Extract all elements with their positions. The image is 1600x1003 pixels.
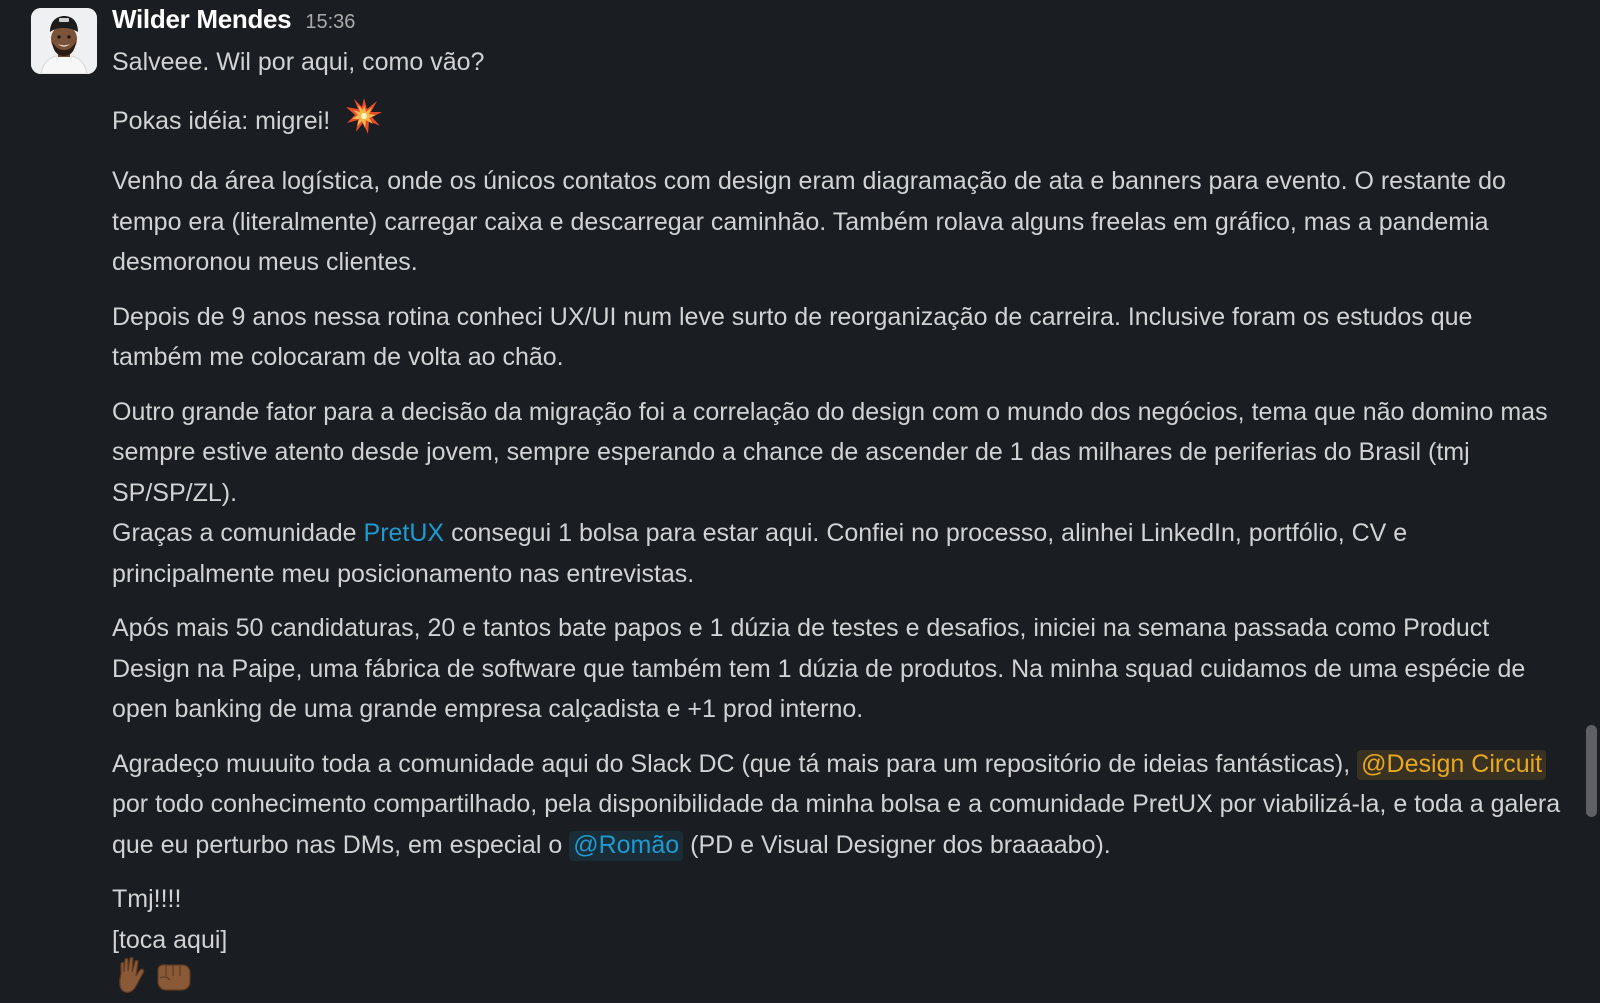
- paragraph-text: [toca aqui]: [112, 925, 228, 954]
- message-paragraph: [112, 42, 1562, 83]
- message-paragraph: [112, 392, 1562, 514]
- collision-emoji-icon: [345, 97, 383, 148]
- paragraph-text: Agradeço muuuito toda a comunidade aqui do Slack DC (que tá mais para um repositório de ideias fantásticas),: [112, 749, 1358, 778]
- paragraph-text: Salveee. Wil por aqui, como vão?: [112, 48, 485, 76]
- message-paragraph: [112, 297, 1562, 378]
- message-paragraph: [112, 879, 1562, 920]
- user-avatar-photo-icon: [31, 8, 97, 74]
- message-paragraph: [112, 97, 1562, 148]
- pretux-link[interactable]: PretUX: [363, 519, 445, 547]
- paragraph-text: Venho da área logística, onde os únicos contatos com design eram diagramação de ata e banners para evento. O restante do tempo era (literalmente) carregar caixa e descarregar caminhão. Também rolava alguns freelas em gráfico, mas a pandemia desmoronou meus clientes.: [112, 167, 1506, 276]
- paragraph-text: (PD e Visual Designer dos braaaabo).: [683, 830, 1111, 859]
- message-timestamp[interactable]: 15:36: [305, 11, 356, 33]
- message-paragraph: [112, 920, 1562, 961]
- message-body: [112, 42, 1562, 1003]
- message-paragraph: [112, 744, 1562, 866]
- paragraph-text: Após mais 50 candidaturas, 20 e tantos bate papos e 1 dúzia de testes e desafios, iniciei na semana passada como Product Design na Paipe, uma fábrica de software que também tem 1 dúzia de produtos. Na minha squad cuidamos de uma espécie de open banking de uma grande empresa calçadista e +1 prod interno.: [112, 614, 1526, 723]
- paragraph-text: Tmj!!!!: [112, 885, 182, 913]
- oncoming-fist-emoji-icon: [154, 956, 194, 1003]
- message-paragraph: [112, 608, 1562, 730]
- message-header: [112, 4, 355, 40]
- paragraph-text: Pokas idéia: migrei!: [112, 106, 331, 135]
- emoji-row: [112, 960, 1562, 1003]
- message-paragraph: [112, 161, 1562, 283]
- raised-hand-emoji-icon: [112, 956, 150, 1003]
- paragraph-text: Depois de 9 anos nessa rotina conheci UX/UI num leve surto de reorganização de carreira. Inclusive foram os estudos que também me colocaram de volta ao chão.: [112, 302, 1473, 371]
- author-name[interactable]: Wilder Mendes: [112, 4, 292, 34]
- user-mention[interactable]: @Romão: [569, 831, 683, 861]
- paragraph-text: Graças a comunidade: [112, 519, 364, 547]
- user-avatar[interactable]: [31, 8, 97, 74]
- scrollbar-thumb[interactable]: [1586, 725, 1597, 817]
- paragraph-text: consegui 1 bolsa para estar aqui. Confiei no processo, alinhei LinkedIn, portfólio, CV e principalmente meu posicionamento nas entrevistas.: [112, 519, 1408, 588]
- paragraph-text: por todo conhecimento compartilhado, pela disponibilidade da minha bolsa e a comunidade PretUX por viabilizá-la, e toda a galera que eu perturbo nas DMs, em especial o: [112, 790, 1561, 859]
- paragraph-text: Outro grande fator para a decisão da migração foi a correlação do design com o mundo dos negócios, tema que não domino mas sempre estive atento desde jovem, sempre esperando a chance de ascender de 1 das milhares de periferias do Brasil (tmj SP/SP/ZL).: [112, 397, 1548, 507]
- message-paragraph: [112, 513, 1562, 594]
- channel-mention[interactable]: @Design Circuit: [1357, 750, 1546, 780]
